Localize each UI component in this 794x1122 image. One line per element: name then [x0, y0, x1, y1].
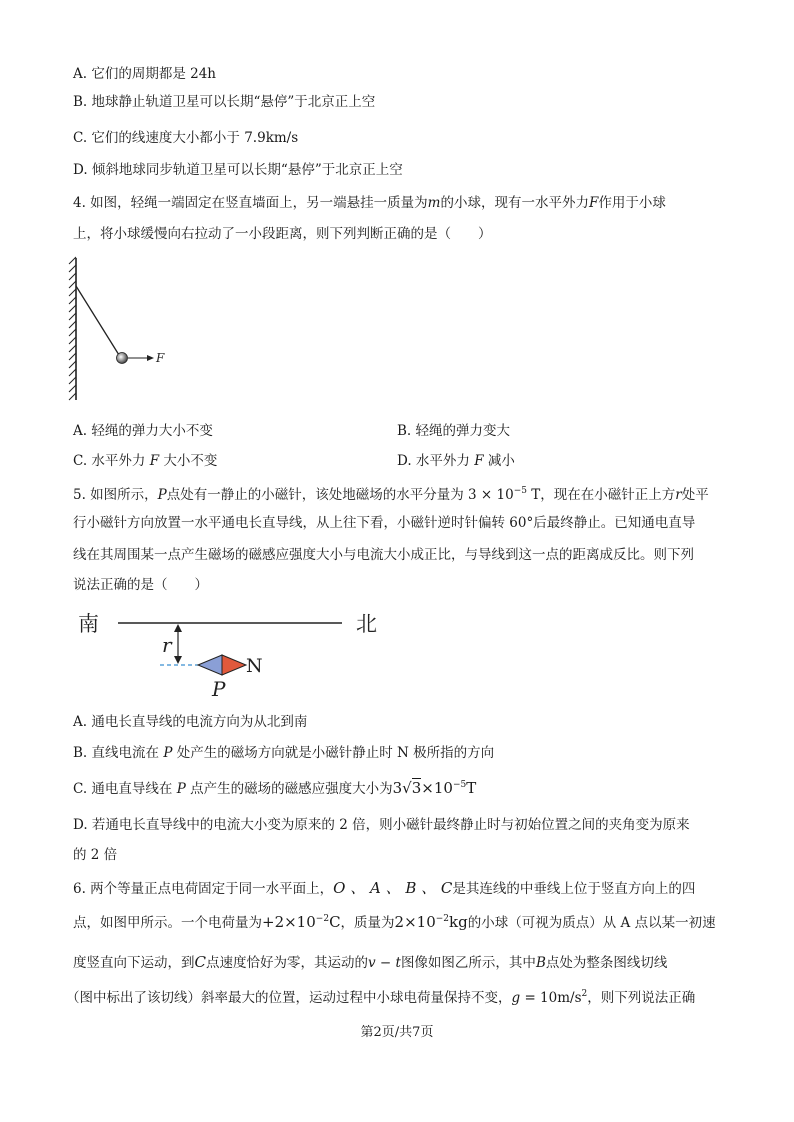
label-north: 北	[356, 612, 377, 636]
needle-north-half	[222, 655, 246, 675]
q5-option-d-line1: D. 若通电长直导线中的电流大小变为原来的 2 倍，则小磁针最终静止时与初始位置之间的夹角变为原来	[73, 817, 690, 833]
label-n: N	[246, 655, 263, 677]
q5-stem-line2: 行小磁针方向放置一水平通电长直导线，从上往下看，小磁针逆时针偏转 60°后最终静止。已知通电直导	[73, 515, 696, 531]
q5-stem-line3: 线在其周围某一点产生磁场的磁感应强度大小与电流大小成正比，与导线到这一点的距离成反比。则下列	[73, 547, 694, 563]
q5-stem-line1: 5. 如图所示，P点处有一静止的小磁针，该处地磁场的水平分量为 $3 \times 10^{-5}$ T，现在在小磁针正上方r处平	[73, 486, 709, 503]
force-label: F	[156, 351, 165, 365]
wall-hatching	[69, 257, 76, 400]
q6-stem-line3: 度竖直向下运动，到C点速度恰好为零，其运动的v − t图像如图乙所示，其中B点处为整条图线切线	[73, 953, 668, 971]
q4-option-b: B. 轻绳的弹力变大	[397, 423, 511, 439]
q5-option-d-line2: 的 2 倍	[73, 847, 118, 863]
ball	[117, 353, 128, 364]
q6-stem-line1: 6. 两个等量正点电荷固定于同一水平面上，O 、 A 、 B 、 C是其连线的中垂线上位于竖直方向上的四	[73, 879, 696, 897]
rope	[76, 286, 119, 355]
q3-option-c: C. 它们的线速度大小都小于 7.9km/s	[73, 130, 299, 146]
distance-arrow-down	[174, 656, 182, 664]
label-r: r	[162, 633, 172, 657]
q5-option-c: C. 通电直导线在 P 点产生的磁场的磁感应强度大小为$3√3\times 10^{-5}T$	[73, 779, 477, 797]
force-arrowhead	[147, 355, 154, 361]
q4-option-c: C. 水平外力 F 大小不变	[73, 453, 218, 469]
label-p: P	[212, 677, 226, 701]
q4-option-a: A. 轻绳的弹力大小不变	[73, 423, 213, 439]
q4-option-d: D. 水平外力 F 减小	[397, 453, 515, 469]
q5-option-a: A. 通电长直导线的电流方向为从北到南	[73, 714, 308, 730]
q4-figure	[66, 254, 186, 404]
q5-option-b: B. 直线电流在 P 处产生的磁场方向就是小磁针静止时 N 极所指的方向	[73, 745, 495, 761]
q4-stem-line2: 上，将小球缓慢向右拉动了一小段距离，则下列判断正确的是（ ）	[73, 226, 492, 242]
q4-stem-line1: 4. 如图，轻绳一端固定在竖直墙面上，另一端悬挂一质量为m的小球，现有一水平外力F作用于小球	[73, 195, 666, 211]
q3-option-a: A. 它们的周期都是 24h	[73, 66, 216, 82]
label-south: 南	[78, 612, 99, 636]
distance-arrow-up	[174, 624, 182, 632]
q3-option-d: D. 倾斜地球同步轨道卫星可以长期“悬停”于北京正上空	[73, 162, 403, 178]
q6-stem-line2: 点，如图甲所示。一个电荷量为$+2\times 10^{-2}C$，质量为$2\times 10^{-2}kg$的小球（可视为质点）从 A 点以某一初速	[73, 913, 716, 931]
needle-south-half	[198, 655, 222, 675]
q6-stem-line4: （图中标出了该切线）斜率最大的位置，运动过程中小球电荷量保持不变，$g = 10m/s^2$，则下列说法正确	[66, 989, 696, 1006]
q5-figure	[70, 604, 390, 704]
page-footer: 第2页/共7页	[360, 1025, 434, 1040]
q5-stem-line4: 说法正确的是（ ）	[73, 577, 208, 593]
q3-option-b: B. 地球静止轨道卫星可以长期“悬停”于北京正上空	[73, 94, 376, 110]
